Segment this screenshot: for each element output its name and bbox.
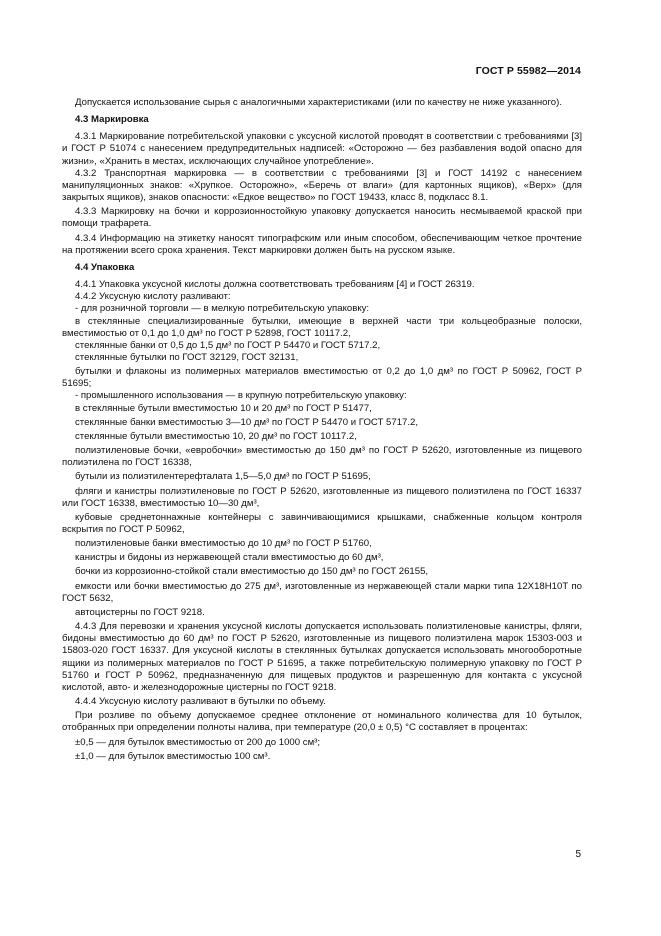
paragraph-4-3-3: 4.3.3 Маркировку на бочки и коррозионностойкую упаковку допускается наносить несмываемой краской при помощи трафарета. xyxy=(62,206,582,230)
paragraph-4-3-4: 4.3.4 Информацию на этикетку наносят типографским или иным способом, обеспечивающим четкое прочтение на протяжении всего срока хранения. Текст маркировки должен быть на русском языке. xyxy=(62,232,582,256)
list-item: канистры и бидоны из нержавеющей стали вместимостью до 60 дм³, xyxy=(75,552,384,564)
list-item: бутылки и флаконы из полимерных материалов вместимостью от 0,2 до 1,0 дм³ по ГОСТ Р 50962, ГОСТ Р 51695; xyxy=(62,366,582,390)
list-item: полиэтиленовые бочки, «евробочки» вместимостью до 150 дм³ по ГОСТ Р 52620, изготовленные из пищевого полиэтилена по ГОСТ 16338, xyxy=(62,445,582,469)
standard-header: ГОСТ Р 55982—2014 xyxy=(475,65,581,77)
list-item: бочки из коррозионно-стойкой стали вместимостью до 150 дм³ по ГОСТ 26155, xyxy=(75,566,429,578)
list-item: фляги и канистры полиэтиленовые по ГОСТ Р 52620, изготовленные из пищевого полиэтилена по ГОСТ 16337 или ГОСТ 16338, вместимостью 10—30 дм³, xyxy=(62,485,582,509)
paragraph-4-4-5: При розливе по объему допускаемое среднее отклонение от номинального количества для 10 бутылок, отобранных при определении полноты налива, при температуре (20,0 ± 0,5) °С составляет в процентах: xyxy=(62,710,582,734)
paragraph-4-3-1: 4.3.1 Маркирование потребительской упаковки с уксусной кислотой проводят в соответствии с требованиями [3] и ГОСТ Р 51074 с нанесением предупредительных надписей: «Осторожно — без разбавления водой опасно для жизни», «Хранить в местах, исключающих случайное употребление». xyxy=(62,131,582,167)
paragraph-4-4-2: 4.4.2 Уксусную кислоту разливают: xyxy=(75,291,231,303)
paragraph-4-4-1: 4.4.1 Упаковка уксусной кислоты должна соответствовать требованиям [4] и ГОСТ 26319. xyxy=(75,279,475,291)
list-item: автоцистерны по ГОСТ 9218. xyxy=(75,606,205,618)
list-item: стеклянные банки вместимостью 3—10 дм³ по ГОСТ Р 54470 и ГОСТ 5717.2, xyxy=(75,416,419,428)
list-item: в стеклянные бутыли вместимостью 10 и 20 дм³ по ГОСТ Р 51477, xyxy=(75,402,372,414)
list-item: в стеклянные специализированные бутылки, имеющие в верхней части три кольцеобразные полоски, вместимостью от 0,1 до 1,0 дм³ по ГОСТ Р 52898, ГОСТ 10117.2, xyxy=(62,315,582,339)
page-number: 5 xyxy=(575,849,581,860)
paragraph-4-4-3: 4.4.3 Для перевозки и хранения уксусной кислоты допускается использовать полиэтиленовые канистры, фляги, бидоны вместимостью до 60 дм³ по ГОСТ Р 52620, изготовленные из пищевого полиэтилена марок 15303-003 и 15803-020 ГОСТ 16337. Для уксусной кислоты в стеклянных бутылках допускается использовать многооборотные ящики из полимерных материалов по ГОСТ Р 51695, а также потребительскую полимерную упаковку по ГОСТ Р 51760 и ГОСТ Р 50962, предназначенную для пищевых продуктов и разрешенную для контакта с уксусной кислотой, авто- и железнодорожные цистерны по ГОСТ 9218. xyxy=(62,621,582,693)
list-item: ±1,0 — для бутылок вместимостью 100 см³. xyxy=(75,750,271,762)
paragraph-intro: Допускается использование сырья с аналогичными характеристиками (или по качеству не ниже указанного). xyxy=(75,97,563,108)
list-heading-retail: - для розничной торговли — в мелкую потребительскую упаковку: xyxy=(75,303,370,315)
list-heading-industrial: - промышленного использования — в крупную потребительскую упаковку: xyxy=(75,390,407,402)
list-item: кубовые среднетоннажные контейнеры с завинчивающимися крышками, снабженные кольцом контроля вскрытия по ГОСТ Р 50962, xyxy=(62,511,582,535)
document-body xyxy=(62,97,582,763)
section-heading-4-4: 4.4 Упаковка xyxy=(75,261,135,273)
list-item: полиэтиленовые банки вместимостью до 10 дм³ по ГОСТ Р 51760, xyxy=(75,538,372,550)
list-item: стеклянные банки от 0,5 до 1,5 дм³ по ГОСТ Р 54470 и ГОСТ 5717.2, xyxy=(75,339,381,351)
list-item: стеклянные бутылки по ГОСТ 32129, ГОСТ 32131, xyxy=(75,351,299,363)
paragraph-4-3-2: 4.3.2 Транспортная маркировка — в соответствии с требованиями [3] и ГОСТ 14192 с нанесением манипуляционных знаков: «Хрупкое. Осторожно», «Беречь от влаги» (для картонных ящиков), «Верх» (для закрытых ящиков), знаков опасности: «Едкое вещество» по ГОСТ 19433, класс 8, подкласс 8.1. xyxy=(62,167,582,204)
section-heading-4-3: 4.3 Маркировка xyxy=(75,114,149,126)
list-item: стеклянные бутыли вместимостью 10, 20 дм³ по ГОСТ 10117.2, xyxy=(75,430,357,442)
list-item: бутыли из полиэтилентерефталата 1,5—5,0 дм³ по ГОСТ Р 51695, xyxy=(75,471,371,483)
list-item: емкости или бочки вместимостью до 275 дм³, изготовленные из нержавеющей стали марки типа 12Х18Н10Т по ГОСТ 5632, xyxy=(62,580,582,604)
list-item: ±0,5 — для бутылок вместимостью от 200 до 1000 см³; xyxy=(75,736,321,748)
paragraph-4-4-4: 4.4.4 Уксусную кислоту разливают в бутылки по объему. xyxy=(75,696,326,708)
